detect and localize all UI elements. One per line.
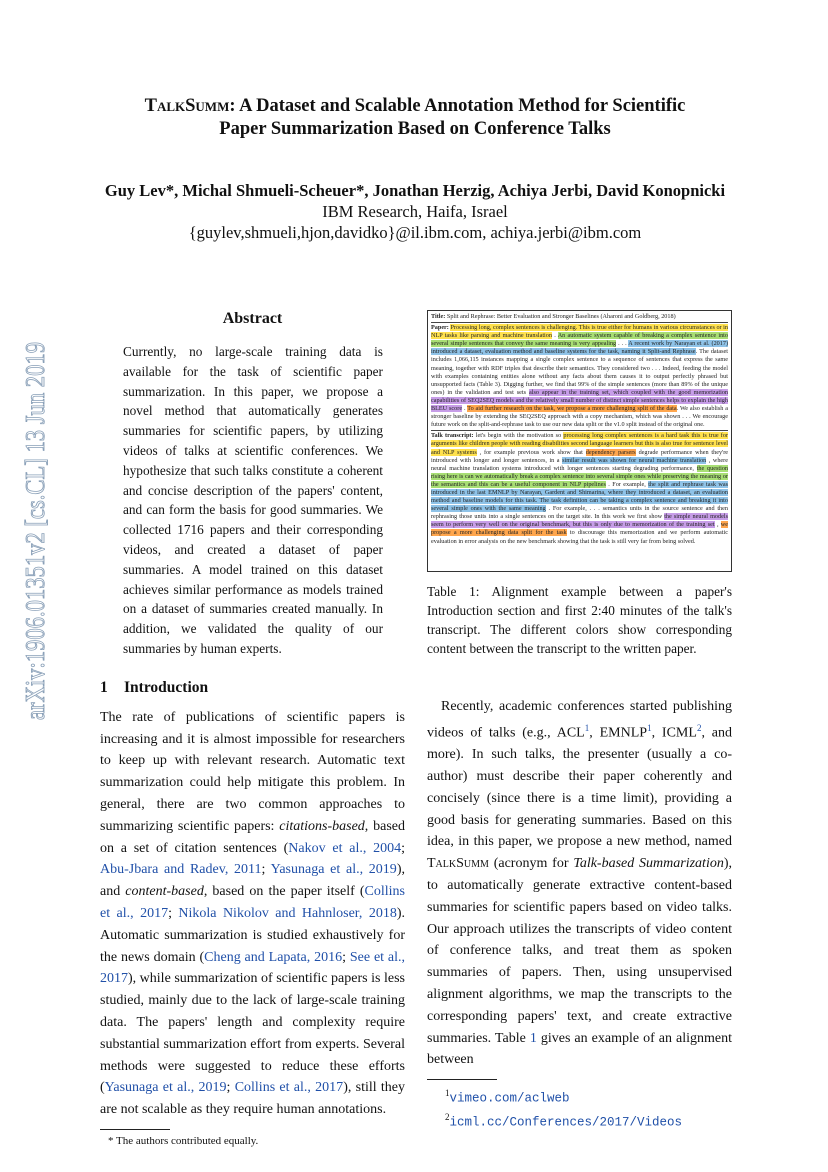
text-run: ; bbox=[401, 840, 406, 856]
footnote-number: 1 bbox=[445, 1088, 450, 1099]
text-run: . . . bbox=[616, 340, 629, 348]
text-run: , EMNLP bbox=[589, 725, 648, 741]
abstract-heading: Abstract bbox=[222, 310, 283, 327]
text-run: let's begin with the motivation so bbox=[475, 432, 564, 440]
footnote-url[interactable]: vimeo.com/aclweb bbox=[449, 1091, 570, 1106]
arxiv-stamp-svg bbox=[6, 340, 56, 720]
footnote-divider-right bbox=[427, 1079, 497, 1080]
citation-link[interactable]: Collins et al., 2017 bbox=[100, 884, 405, 921]
text-run: , where neural machine translation systems introduced with longer sentences starting degrading performance, bbox=[431, 456, 728, 472]
highlight-b: A recent work by Narayan et al. (2017) introduced a dataset, evaluation method and baseline systems for the task, naming it Split-and Rephrase bbox=[431, 340, 728, 356]
intro-paragraph bbox=[100, 707, 405, 1121]
text-run: , and more). In such talks, the presenter (usually a co-author) must describe their paper coherently and concisely (since there is a time limit), providing a good basis for generating summaries. Based on this idea, in this paper, we propose a new method, named bbox=[427, 725, 733, 850]
text-run: . bbox=[462, 405, 468, 413]
highlight-y: Processing long, complex sentences is challenging. This is true either for humans in various circumstances or in NLP tasks like parsing and machine translation bbox=[431, 324, 729, 340]
highlight-o: we propose a more challenging data split for the task bbox=[431, 521, 729, 537]
talk-segments bbox=[431, 432, 728, 544]
highlight-y: processing long complex sentences is a hard task this is true for arguments like children people with reading disabilities second language learners but this is also true for sentence level and NLP systems bbox=[431, 432, 728, 456]
abstract-text: Currently, no large-scale training data is available for the task of scientific paper summarization. In this paper, we propose a novel method that automatically generates summaries for scientific papers, by utilizing videos of talks at scientific conferences. We hypothesize that such talks constitute a coherent and concise description of the papers' content, and can form the basis for good summaries. We collected 1716 papers and their corresponding videos, and created a dataset of paper summaries. A model trained on this dataset achieves similar performance as models trained on a dataset of summaries created manually. In addition, we validated the quality of our summaries by human experts. bbox=[123, 344, 383, 656]
highlight-o: dependency parsers bbox=[585, 448, 636, 456]
text-run: ; bbox=[168, 905, 179, 921]
arxiv-stamp bbox=[6, 340, 56, 720]
table-row-talk bbox=[431, 430, 728, 546]
right-paragraph bbox=[427, 696, 732, 1071]
text-run: , based on the paper itself ( bbox=[203, 884, 365, 900]
text-run: , bbox=[714, 521, 721, 529]
text-run: ), and bbox=[100, 862, 405, 900]
text-run: . bbox=[551, 332, 558, 340]
text-run: , for example previous work show that bbox=[476, 448, 586, 456]
footnote-ref[interactable]: 1 bbox=[647, 722, 652, 733]
row-label: Talk transcript: bbox=[431, 432, 474, 440]
term-talk-based-summarization: Talk-based Summarization bbox=[573, 856, 724, 872]
text-run: . For example, bbox=[605, 480, 649, 488]
footnote-item bbox=[445, 1108, 732, 1131]
alignment-table bbox=[427, 310, 732, 572]
section-heading-introduction bbox=[100, 679, 405, 697]
table-row-title bbox=[431, 312, 728, 322]
citation-link[interactable]: Cheng and Lapata, 2016 bbox=[204, 949, 343, 965]
highlight-p: also appear in the training set, which coupled with the good memorization capabilities of SEQ2SEQ models and the relatively small number of distinct simple sentences helps to explain the high BLEU score bbox=[431, 388, 729, 413]
text-run: ; bbox=[226, 1080, 235, 1096]
text-run: degrade performance when they're introduced with longer and longer sentences, in a bbox=[431, 448, 729, 464]
footnote-ref[interactable]: 2 bbox=[696, 722, 702, 733]
text-run: ), while summarization of scientific papers is less studied, mainly due to the lack of large-scale training data. The papers' length and complexity require substantial summarization effort from experts. Several methods were suggested to reduce these efforts ( bbox=[100, 971, 405, 1096]
table-ref-link[interactable]: 1 bbox=[529, 1030, 537, 1046]
citation-link[interactable]: Nakov et al., 2004 bbox=[288, 840, 402, 856]
left-column bbox=[100, 310, 405, 1149]
text-run: ), still they are not scalable as they require human annotations. bbox=[100, 1080, 406, 1118]
row-label: Title: bbox=[431, 313, 446, 320]
section-number: 1 bbox=[100, 678, 108, 696]
term-citations-based: citations-based bbox=[279, 818, 365, 834]
text-run: The rate of publications of scientific papers is increasing and it is almost impossible for researchers to keep up with relevant research. Automatic text summarization could help mitigate this problem. In general, there are two common approaches to summarizing scientific papers: bbox=[100, 709, 405, 834]
citation-link[interactable]: Yasunaga et al., 2019 bbox=[270, 862, 397, 878]
paper-title bbox=[95, 95, 735, 141]
title-line2: Paper Summarization Based on Conference Talks bbox=[219, 119, 611, 139]
highlight-b: the split and rephrase task was introduced in the last EMNLP by Narayan, Gardent and Shimarina, where they introduced a dataset, an evaluation method and baseline models for this task. The task definition can be taking a complex sentence and breaking it into several simple ones with the same meaning bbox=[431, 480, 729, 513]
row-text: Split and Rephrase: Better Evaluation and Stronger Baselines (Aharoni and Goldberg, 2018) bbox=[446, 313, 676, 320]
author-names: Guy Lev*, Michal Shmueli-Scheuer*, Jonathan Herzig, Achiya Jerbi, David Konopnicki bbox=[104, 181, 726, 200]
citation-link[interactable]: Yasunaga et al., 2019 bbox=[104, 1080, 227, 1096]
text-run: (acronym for bbox=[488, 856, 574, 872]
footnote-item bbox=[445, 1084, 732, 1107]
citation-link[interactable]: Nikola Nikolov and Hahnloser, 2018 bbox=[178, 905, 397, 921]
highlight-b: similar result was shown for neural machine translation bbox=[562, 456, 707, 464]
text-run: ; bbox=[261, 862, 271, 878]
text-run: , based on a set of citation sentences ( bbox=[100, 818, 405, 856]
title-line1: : A Dataset and Scalable Annotation Method for Scientific bbox=[229, 96, 686, 116]
footnote-equal-contribution: * The authors contributed equally. bbox=[108, 1134, 259, 1147]
footnote-divider bbox=[100, 1129, 170, 1130]
footnote-number: 2 bbox=[445, 1111, 450, 1122]
text-run: ), to automatically generate extractive content-based summaries for scientific papers based on video talks. Our approach utilizes the transcripts of video content of conference talks, and treat them as spoken summaries of papers. Then, using unsupervised alignment algorithms, we map the transcripts to the corresponding papers' text, and create extractive summaries. Table bbox=[427, 856, 733, 1046]
term-talksumm: TalkSumm bbox=[427, 856, 489, 872]
right-column bbox=[427, 310, 732, 1131]
citation-link[interactable]: Abu-Jbara and Radev, 2011 bbox=[100, 862, 262, 878]
table-row-paper bbox=[431, 322, 728, 430]
section-title: Introduction bbox=[124, 678, 209, 696]
highlight-g: the question rising here is can we automatically break a complex sentence into several simple ones while preserving the meaning or the semantics and this can be a useful component in NLP pipelines bbox=[431, 464, 729, 488]
highlight-o: To aid further research on the task, we propose a more challenging split of the data bbox=[467, 405, 677, 413]
citation-link[interactable]: Collins et al., 2017 bbox=[234, 1080, 344, 1096]
row-label: Paper: bbox=[431, 324, 449, 332]
table-caption: Table 1: Alignment example between a paper's Introduction section and first 2:40 minutes of the talk's transcript. The different colors show corresponding content between the transcript to the written paper. bbox=[427, 584, 732, 656]
text-run: ; bbox=[342, 949, 350, 965]
term-content-based: content-based bbox=[125, 884, 204, 900]
text-run: to discourage this memorization and we perform automatic evaluation in error analysis on the new benchmark showing that the task is still very far from being solved. bbox=[431, 529, 728, 545]
author-affiliation: IBM Research, Haifa, Israel bbox=[322, 202, 508, 221]
footnote-list bbox=[445, 1084, 732, 1131]
footnote-url[interactable]: icml.cc/Conferences/2017/Videos bbox=[449, 1114, 683, 1129]
highlight-p: the simple neural models seem to perform very well on the original benchmark, but this is only due to memorization of the training set bbox=[431, 513, 728, 529]
citation-link[interactable]: See et al., 2017 bbox=[100, 949, 406, 987]
highlight-g: An automatic system capable of breaking a complex sentence into several simple sentences that convey the same meaning is very appealing bbox=[431, 332, 728, 348]
author-block bbox=[95, 180, 735, 243]
text-run: . We also establish a stronger baseline by extending the SEQ2SEQ approach with a copy mechanism, which was shown . . . We encourage future work on the split-and-rephrase task to use our new data split or the v1.0 split instead of the original one. bbox=[431, 405, 728, 429]
footnote-ref[interactable]: 1 bbox=[584, 722, 590, 733]
text-run: Recently, academic conferences started publishing videos of talks (e.g., ACL bbox=[427, 699, 732, 741]
author-emails: {guylev,shmueli,hjon,davidko}@il.ibm.com, achiya.jerbi@ibm.com bbox=[188, 223, 642, 242]
text-run: , ICML bbox=[651, 725, 697, 741]
text-run: . The dataset includes 1,066,115 instances mapping a single complex sentence to a sequence of sentences that express the same meaning, together with RDF triples that describe their semantics. They considered two . . . Indeed, feeding the model with examples containing entities alone without any facts about them causes it to output perfectly phrased but unsupported facts (Table 3). Digging further, we find that 99% of the simple sentences (more than 89% of the unique ones) in the validation and test sets bbox=[431, 348, 729, 396]
text-run: . For example, . . . semantics units in the source sentence and then rephrasing those units into a single sentences on the target site. In this work we first show bbox=[431, 505, 728, 521]
title-talksumm: TalkSumm bbox=[144, 96, 230, 116]
text-run: gives an example of an alignment between bbox=[427, 1030, 732, 1068]
text-run: ). Automatic summarization is studied exhaustively for the news domain ( bbox=[100, 905, 405, 965]
paper-segments bbox=[431, 324, 728, 428]
arxiv-stamp-text: arXiv:1906.01351v2 [cs.CL] 13 Jun 2019 bbox=[20, 340, 50, 720]
